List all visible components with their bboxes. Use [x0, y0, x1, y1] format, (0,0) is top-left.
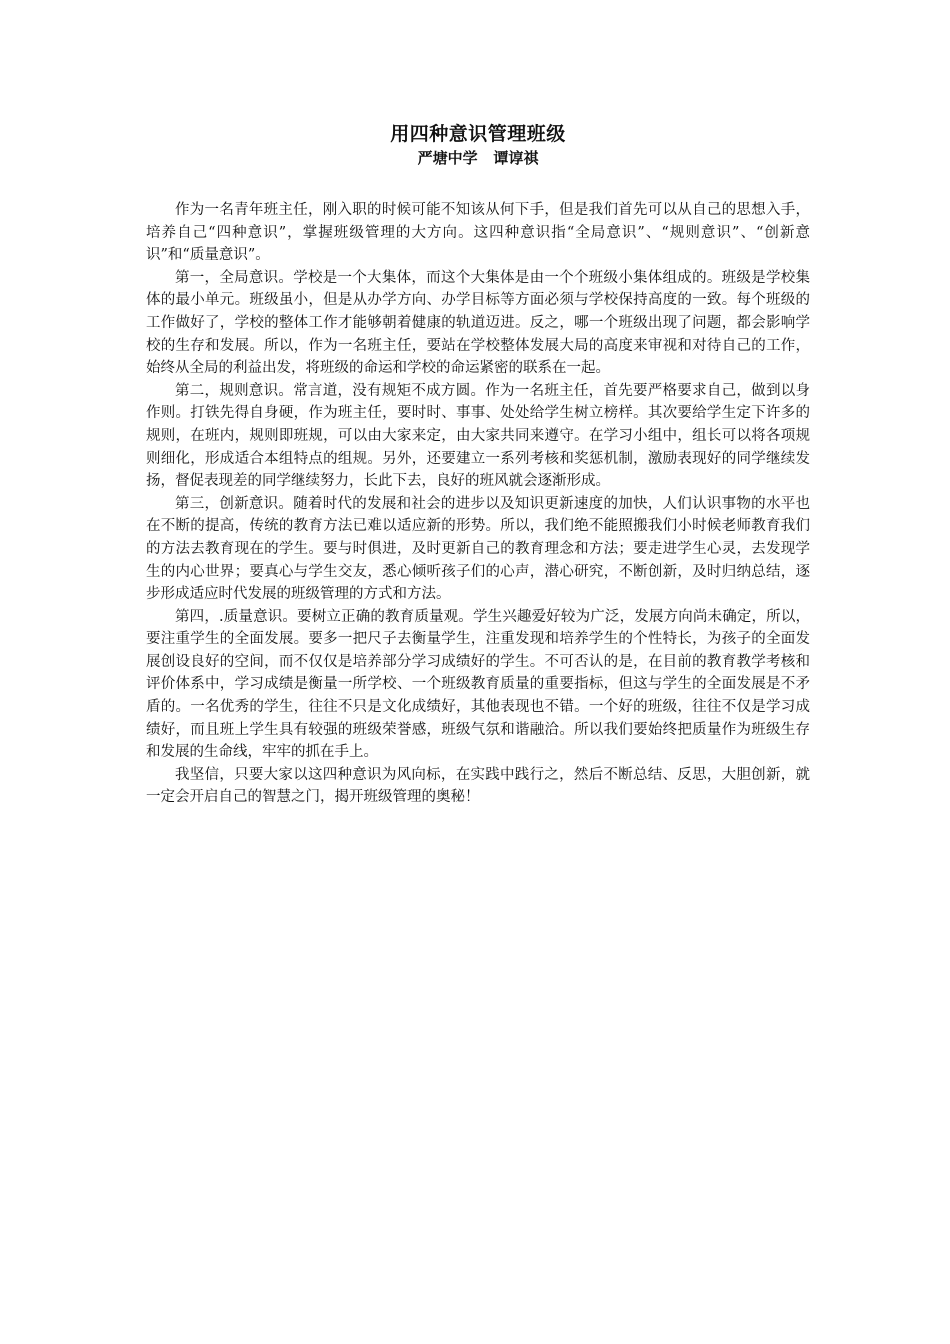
- paragraph-conclusion: 我坚信，只要大家以这四种意识为风向标，在实践中践行之，然后不断总结、反思，大胆创新，就一定会开启自己的智慧之门，揭开班级管理的奥秘！: [146, 766, 810, 806]
- document-content: [146, 121, 810, 809]
- paragraph-innovation-awareness: 第三，创新意识。随着时代的发展和社会的进步以及知识更新速度的加快，人们认识事物的水平也在不断的提高，传统的教育方法已难以适应新的形势。所以，我们绝不能照搬我们小时候老师教育我们的方法去教育现在的学生。要与时俱进，及时更新自己的教育理念和方法；要走进学生心灵，去发现学生的内心世界；要真心与学生交友，悉心倾听孩子们的心声，潜心研究，不断创新，及时归纳总结，逐步形成适应时代发展的班级管理的方式和方法。: [146, 495, 810, 603]
- paragraph-quality-awareness: 第四，.质量意识。要树立正确的教育质量观。学生兴趣爱好较为广泛，发展方向尚未确定，所以，要注重学生的全面发展。要多一把尺子去衡量学生，注重发现和培养学生的个性特长，为孩子的全面发展创设良好的空间，而不仅仅是培养部分学习成绩好的学生。不可否认的是，在目前的教育教学考核和评价体系中，学习成绩是衡量一所学校、一个班级教育质量的重要指标，但这与学生的全面发展是不矛盾的。一名优秀的学生，往往不只是文化成绩好，其他表现也不错。一个好的班级，往往不仅是学习成绩好，而且班上学生具有较强的班级荣誉感，班级气氛和谐融洽。所以我们要始终把质量作为班级生存和发展的生命线，牢牢的抓在手上。: [146, 608, 810, 761]
- document-byline: 严塘中学 谭谆祺: [417, 149, 539, 167]
- document-title: 用四种意识管理班级: [390, 123, 566, 145]
- document-body: [146, 199, 810, 809]
- paragraph-rule-awareness: 第二，规则意识。常言道，没有规矩不成方圆。作为一名班主任，首先要严格要求自己，做到以身作则。打铁先得自身硬，作为班主任，要时时、事事、处处给学生树立榜样。其次要给学生定下许多的规则，在班内，规则即班规，可以由大家来定，由大家共同来遵守。在学习小组中，组长可以将各项规则细化，形成适合本组特点的组规。另外，还要建立一系列考核和奖惩机制，激励表现好的同学继续发扬，督促表现差的同学继续努力，长此下去，良好的班风就会逐渐形成。: [146, 382, 810, 490]
- paragraph-global-awareness: 第一，全局意识。学校是一个大集体，而这个大集体是由一个个班级小集体组成的。班级是学校集体的最小单元。班级虽小，但是从办学方向、办学目标等方面必须与学校保持高度的一致。每个班级的工作做好了，学校的整体工作才能够朝着健康的轨道迈进。反之，哪一个班级出现了问题，都会影响学校的生存和发展。所以，作为一名班主任，要站在学校整体发展大局的高度来审视和对待自己的工作，始终从全局的利益出发，将班级的命运和学校的命运紧密的联系在一起。: [146, 269, 810, 377]
- paragraph-intro: 作为一名青年班主任，刚入职的时候可能不知该从何下手，但是我们首先可以从自己的思想入手，培养自己“四种意识”，掌握班级管理的大方向。这四种意识指“全局意识”、“规则意识”、“创新意识”和“质量意识”。: [146, 202, 810, 264]
